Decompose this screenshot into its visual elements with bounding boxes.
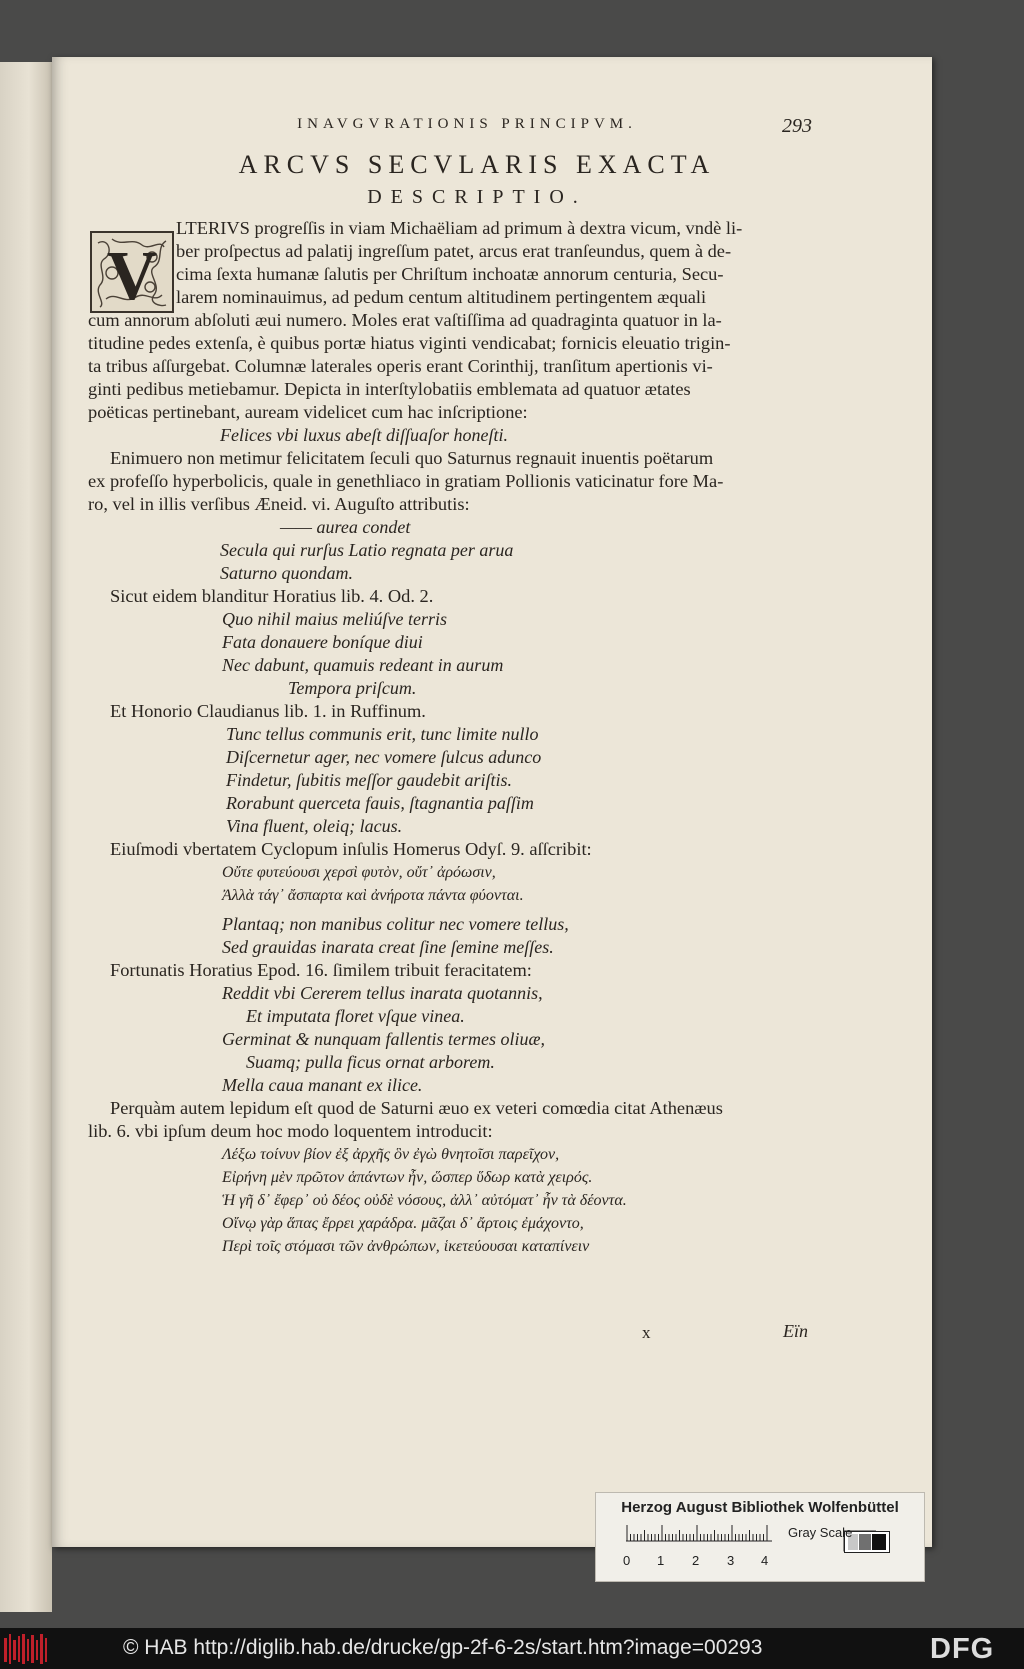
ruler-number: 0 (623, 1553, 631, 1568)
greek-line: Εἰρήνη μὲν πρῶτον ἁπάντων ἦν, ὥσπερ ὕδωρ κατὰ χειρός. (222, 1169, 593, 1186)
inscription: Felices vbi luxus abeſt diſſuaſor honeſti. (220, 425, 508, 445)
ruler-number: 4 (761, 1553, 769, 1568)
verse-line: Diſcernetur ager, nec vomere ſulcus adunco (226, 747, 542, 767)
text-line: Sicut eidem blanditur Horatius lib. 4. Od. 2. (110, 586, 434, 606)
drop-cap-letter: V (106, 238, 158, 311)
library-name: Herzog August Bibliothek Wolfenbüttel (621, 1499, 899, 1516)
text-line: Fortunatis Horatius Epod. 16. ſimilem tribuit feracitatem: (110, 960, 532, 980)
text-line: lib. 6. vbi ipſum deum hoc modo loquentem introducit: (88, 1121, 493, 1141)
text-line: Eiuſmodi vbertatem Cyclopum inſulis Homerus Odyſ. 9. aſſcribit: (110, 839, 592, 859)
signature-mark: x (642, 1323, 651, 1342)
verse-line: Secula qui rurſus Latio regnata per arua (220, 540, 514, 560)
text-line: Enimuero non metimur felicitatem ſeculi quo Saturnus regnauit inuentis poëtarum (110, 448, 714, 468)
page-title: ARCVS SECVLARIS EXACTA (238, 150, 716, 179)
verse-line: Nec dabunt, quamuis redeant in aurum (222, 655, 504, 675)
text-line: LTERIVS progreſſis in viam Michaëliam ad primum à dextra vicum, vndè li- (176, 218, 743, 238)
text-line: Et Honorio Claudianus lib. 1. in Ruffinum. (110, 701, 426, 721)
footer-bar (0, 1628, 1024, 1669)
verse-line: —— aurea condet (280, 517, 411, 537)
text-line: ta tribus aſſurgebat. Columnæ laterales operis erant Corinthij, tranſitum apertionis vi- (88, 356, 713, 376)
text-line: Perquàm autem lepidum eſt quod de Saturni æuo ex veteri comœdia citat Athenæus (110, 1098, 723, 1118)
verse-line: Rorabunt querceta fauis, ſtagnantia paſſim (226, 793, 534, 813)
text-line: ber proſpectus ad palatij ingreſſum patet, arcus erat tranſeundus, quem à de- (176, 241, 732, 261)
ruler-number: 3 (727, 1553, 735, 1568)
verse-line: Saturno quondam. (220, 563, 354, 583)
text-line: poëticas pertinebant, auream videlicet cum hac inſcriptione: (88, 402, 528, 422)
text-block-1 (88, 217, 862, 1258)
barcode-icon (4, 1634, 48, 1664)
verse-line: Suamq; pulla ficus ornat arborem. (246, 1052, 495, 1072)
gray-scale-label: Gray Scale (788, 1525, 853, 1540)
verse-line: Tunc tellus communis erit, tunc limite nullo (226, 724, 539, 744)
greek-line: Οὔτε φυτεύουσι χερσὶ φυτὸν, οὔτ᾽ ἀρόωσιν, (222, 864, 496, 881)
text-line: cum annorum abſoluti æui numero. Moles erat vaſtiſſima ad quadraginta quatuor in la- (88, 310, 722, 330)
verse-line: Germinat & nunquam fallentis termes oliuæ, (222, 1029, 545, 1049)
text-line: larem nominauimus, ad pedum centum altitudinem pertingentem æquali (176, 287, 707, 307)
greek-line: Ἀλλὰ τάγ᾽ ἄσπαρτα καὶ ἀνήροτα πάντα φύονται. (222, 887, 524, 904)
verse-line: Tempora priſcum. (288, 678, 417, 698)
verse-line: Fata donauere boníque diui (222, 632, 423, 652)
verse-line: Reddit vbi Cererem tellus inarata quotannis, (222, 983, 543, 1003)
library-scale-label (595, 1492, 925, 1582)
book-page (52, 57, 932, 1547)
verse-line: Findetur, ſubitis meſſor gaudebit ariſtis. (226, 770, 513, 790)
ruler-number: 2 (692, 1553, 700, 1568)
verse-line: Sed grauidas inarata creat ſine ſemine meſſes. (222, 937, 554, 957)
text-line: cima ſexta humanæ ſalutis per Chriſtum inchoatæ annorum centuria, Secu- (176, 264, 724, 284)
running-head: INAVGVRATIONIS PRINCIPVM. (297, 116, 637, 132)
text-line: ginti pedibus metiebamur. Depicta in interſtylobatiis emblemata ad quatuor ætates (88, 379, 691, 399)
footer-url[interactable]: © HAB http://diglib.hab.de/drucke/gp-2f-6-2s/start.htm?image=00293 (123, 1636, 763, 1659)
greek-line: Λέξω τοίνυν βίον ἐξ ἀρχῆς ὃν ἐγὼ θνητοῖσι παρεῖχον, (222, 1146, 560, 1163)
verse-line: Quo nihil maius meliúſve terris (222, 609, 447, 629)
verse-line: Plantaq; non manibus colitur nec vomere tellus, (222, 914, 569, 934)
verse-line: Et imputata floret vſque vinea. (246, 1006, 465, 1026)
ruler-number: 1 (657, 1553, 665, 1568)
text-line: ex profeſſo hyperbolicis, quale in genethliaco in gratiam Pollionis vaticinatur fore Ma- (88, 471, 724, 491)
text-line: titudine pedes extenſa, è quibus portæ hiatus viginti vendicabat; fornicis eleuatio trigin- (88, 333, 731, 353)
dfg-logo: DFG (930, 1633, 995, 1665)
verse-line: Mella caua manant ex ilice. (222, 1075, 423, 1095)
greek-line: Περὶ τοῖς στόμασι τῶν ἀνθρώπων, ἱκετεύουσαι καταπίνειν (222, 1238, 590, 1255)
page-subtitle: DESCRIPTIO. (367, 186, 587, 208)
verse-line: Vina fluent, oleiq; lacus. (226, 816, 403, 836)
greek-line: Ἡ γῆ δ᾽ ἔφερ᾽ οὐ δέος οὐδὲ νόσους, ἀλλ᾽ αὐτόματ᾽ ἦν τὰ δέοντα. (222, 1192, 627, 1209)
page-number: 293 (782, 115, 812, 137)
left-page-edge (0, 62, 52, 1612)
greek-line: Οἴνῳ γὰρ ἅπας ἔρρει χαράδρα. μᾶζαι δ᾽ ἄρτοις ἐμάχοντο, (222, 1215, 584, 1232)
text-line: ro, vel in illis verſibus Æneid. vi. Auguſto attributis: (88, 494, 470, 514)
catchword: Eïn (783, 1321, 808, 1341)
